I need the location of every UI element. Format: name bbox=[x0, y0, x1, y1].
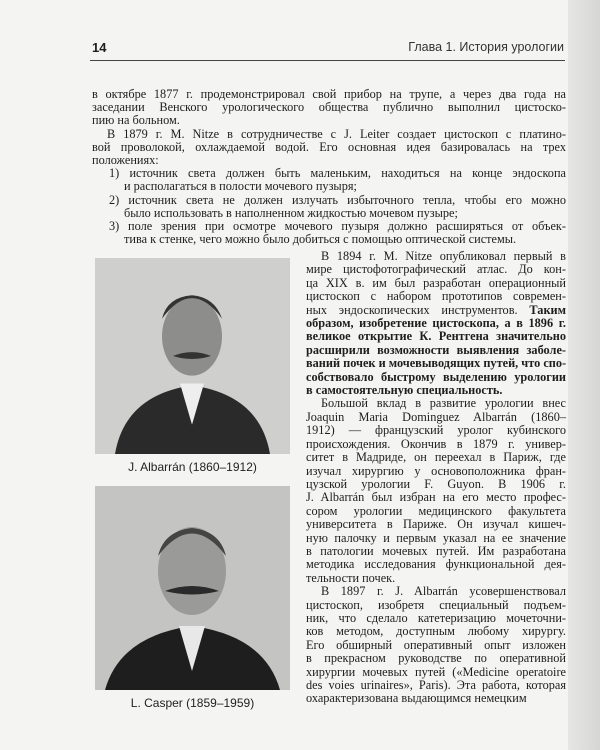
right-column-text bbox=[306, 250, 566, 706]
list-item: 1) источник света должен быть маленьким, находиться на конце эндоскопа bbox=[109, 166, 566, 181]
text-line: вой проволокой, охлаждаемой водой. Его основная идея базировалась на трех bbox=[92, 139, 566, 154]
text-segment: ваний почек и мочевыводящих путей, что спо- bbox=[306, 356, 567, 371]
text-segment: ную палочку и первым указал на ее значение bbox=[306, 530, 566, 545]
text-line bbox=[306, 344, 566, 357]
text-segment: ситет в Мадриде, он переехал в Париж, где bbox=[306, 450, 566, 465]
text-line bbox=[306, 465, 566, 478]
list-item: 3) поле зрения при осмотре мочевого пузыря должно расширяться от объек- bbox=[109, 219, 566, 234]
text-line bbox=[306, 263, 566, 276]
text-line bbox=[306, 518, 566, 531]
text-line bbox=[306, 491, 566, 504]
text-segment: des voies urinaires», Paris). Эта работа, которая bbox=[306, 678, 566, 692]
text-line bbox=[306, 397, 566, 410]
text-segment: в патологии мочевых путей. Им разработана bbox=[306, 543, 566, 558]
text-line bbox=[306, 330, 566, 343]
text-line bbox=[306, 384, 566, 397]
text-segment: университета в Париже. Он изучал кишеч- bbox=[306, 517, 566, 532]
text-line: заседании Венского урологического общества публично выполнил цистоско- bbox=[92, 100, 566, 115]
text-line bbox=[306, 532, 566, 545]
list-item-cont: и располагаться в полости мочевого пузыря; bbox=[124, 179, 357, 194]
portrait-photo-albarran bbox=[95, 258, 290, 454]
text-segment: Joaquin Maria Dominguez Albarrán (1860– bbox=[306, 409, 566, 424]
text-segment: ца XIX в. им был разработан операционный bbox=[306, 275, 566, 290]
text-line bbox=[306, 290, 566, 303]
text-segment: цистоскоп с набором прототипов современ- bbox=[306, 289, 566, 304]
portrait-photo-casper bbox=[95, 486, 290, 690]
text-line bbox=[306, 599, 566, 612]
text-segment: ных эндоскопических инструментов. bbox=[306, 302, 518, 317]
portrait-image bbox=[95, 486, 290, 690]
text-segment: J. Albarrán был избран на его место профес- bbox=[306, 490, 566, 505]
text-line bbox=[306, 558, 566, 571]
text-line bbox=[306, 505, 566, 518]
text-segment: происхождения. Окончив в 1879 г. универ- bbox=[306, 436, 566, 451]
text-line bbox=[306, 304, 566, 317]
text-segment: великое открытие К. Рентгена значительно bbox=[306, 329, 566, 344]
portrait-image bbox=[95, 258, 290, 454]
text-segment: тельности почек. bbox=[306, 570, 396, 585]
text-line bbox=[306, 652, 566, 665]
text-line bbox=[306, 612, 566, 625]
page-edge bbox=[568, 0, 600, 750]
text-segment: изучал хирургию у основоположника фран- bbox=[306, 463, 566, 478]
text-line bbox=[306, 277, 566, 290]
text-line bbox=[306, 371, 566, 384]
list-item-cont: было использовать в наполненном жидкостью мочевом пузыре; bbox=[124, 205, 458, 220]
text-line: положениях: bbox=[92, 153, 159, 168]
text-segment: методика исследования функциональной дея- bbox=[306, 557, 566, 572]
text-line bbox=[306, 679, 566, 692]
figure-caption: L. Casper (1859–1959) bbox=[130, 696, 255, 710]
text-line bbox=[306, 572, 566, 585]
text-segment: Большой вклад в развитие урологии внес bbox=[321, 396, 566, 411]
text-line: в октябре 1877 г. продемонстрировал свой прибор на трупе, а через два года на bbox=[92, 87, 566, 101]
list-item-cont: тива к стенке, чего можно было добиться с помощью оптической системы. bbox=[124, 232, 517, 247]
text-line bbox=[306, 666, 566, 679]
text-line bbox=[306, 639, 566, 652]
text-segment: В 1897 г. J. Albarrán усовершенствовал bbox=[321, 584, 566, 599]
text-line bbox=[306, 317, 566, 330]
text-line bbox=[306, 451, 566, 464]
full-width-text bbox=[92, 88, 566, 246]
running-header: Глава 1. История урологии bbox=[408, 40, 564, 54]
text-segment: Его обширный оперативный опыт изложен bbox=[306, 637, 566, 652]
text-line bbox=[306, 625, 566, 638]
bold-text-segment: Таким bbox=[529, 302, 566, 317]
text-segment: сором урологии медицинского факультета bbox=[306, 503, 566, 518]
text-segment: ник, что сделало катетеризацию мочеточни- bbox=[306, 610, 566, 625]
list-item: 2) источник света не должен излучать избыточного тепла, чтобы его можно bbox=[109, 192, 566, 207]
text-segment: охарактеризована выдающимся немецким bbox=[306, 691, 527, 706]
text-segment: в прекрасном руководстве по оперативной bbox=[306, 651, 566, 666]
text-segment: 1912) — французский уролог кубинского bbox=[306, 423, 566, 438]
text-line bbox=[306, 585, 566, 598]
text-segment: цузской урологии F. Guyon. В 1906 г. bbox=[306, 476, 566, 491]
text-line bbox=[306, 438, 566, 451]
text-segment: расширили возможности выявления заболе- bbox=[306, 342, 566, 357]
text-segment: ков методом, доступным любому хирургу. bbox=[306, 624, 566, 639]
text-line bbox=[306, 424, 566, 437]
text-segment: хирургии мочевых путей («Medicine operatoire bbox=[306, 664, 566, 679]
text-segment: В 1894 г. M. Nitze опубликовал первый в bbox=[321, 249, 566, 263]
figure-caption: J. Albarrán (1860–1912) bbox=[128, 460, 257, 474]
text-line bbox=[306, 692, 566, 705]
text-line bbox=[306, 411, 566, 424]
text-segment: собствовало быстрому выделению урологии bbox=[306, 369, 566, 384]
text-line bbox=[306, 545, 566, 558]
text-line bbox=[306, 478, 566, 491]
text-line bbox=[306, 357, 566, 370]
text-segment: мире цистофотографический атлас. До кон- bbox=[306, 262, 566, 277]
text-line bbox=[306, 250, 566, 263]
header-rule bbox=[90, 60, 565, 61]
text-line: В 1879 г. M. Nitze в сотрудничестве с J. Leiter создает цистоскоп с платино- bbox=[107, 126, 566, 141]
page-number: 14 bbox=[92, 40, 107, 55]
text-segment: образом, изобретение цистоскопа, а в 1896 г. bbox=[306, 316, 566, 331]
text-segment: цистоскоп, изобретя специальный подъем- bbox=[306, 597, 566, 612]
text-segment: в самостоятельную специальность. bbox=[306, 383, 503, 398]
text-line: пию на больном. bbox=[92, 113, 180, 128]
